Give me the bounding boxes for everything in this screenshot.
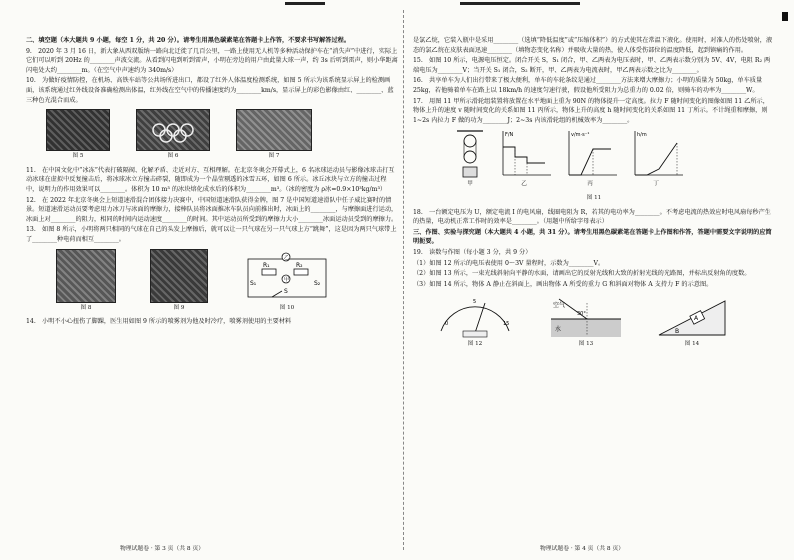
section-3-title: 三、作图、实验与探究题（本大题共 4 小题，共 31 分）。请考生用黑色碳素笔在答题卡上作图和作答，答题中需要文字说明的应简明扼要。	[413, 228, 772, 246]
figure-11-yi-label: 乙	[521, 181, 527, 188]
question-19: 19. 读数与作图（每小题 3 分，共 9 分）	[413, 248, 532, 256]
velocity-time-graph	[561, 129, 619, 179]
figure-11-jia	[453, 129, 487, 190]
figure-14-caption: 图 14	[684, 341, 700, 348]
pulley-system	[453, 129, 487, 179]
figure-11-ding	[627, 129, 685, 190]
question-19-1: （1）如图 12 所示的电压表使用 0～3V 量程时，示数为________V。	[413, 259, 605, 267]
figure-row-12-14	[433, 295, 775, 350]
question-11: 11. 在中国文化中“冰冻”代表打破隔阂、化解矛盾、走近对方、互相理解。在北京冬奥会开幕式上，6 名冰球运动员与影像冰球击打互动冰球在虚拟中反复撞击后，将冰球冰立方撞击碎裂，随即成为一个晶莹剔透的冰雪五环，如图 6 所示。冰丘冰块与立方的撞击过程中，说明力的作用效果可以________。体积为 10 m³ 的冰块熔化成水后的体积为________m³。（冰的密度为 ρ冰=0.9×10³kg/m³）	[26, 166, 395, 193]
question-19-2: （2）如图 13 所示，一束光线斜射向平静的水面，请画出它的反射光线和大致的折射光线的光路图，并标出反射角的度数。	[413, 270, 751, 278]
voltmeter-dial	[433, 295, 517, 339]
right-footer: 物理试题卷 · 第 4 页（共 8 页）	[540, 546, 625, 552]
figure-5	[46, 109, 110, 162]
figure-9-image	[150, 249, 208, 303]
figure-7-caption: 图 7	[268, 153, 280, 160]
figure-10	[242, 251, 332, 314]
figure-7-image	[236, 109, 312, 151]
svg-text:5: 5	[473, 299, 477, 306]
svg-text:S₂: S₂	[314, 279, 321, 287]
angle-label: 30°	[577, 311, 586, 318]
question-13: 13. 如图 8 所示，小明将两只相同的气球在自己的头发上摩擦后，就可以让一只气球在另一只气球上方“跳舞”，这是因为两只气球带上了________种电荷而相互________。	[26, 226, 397, 243]
svg-text:S: S	[284, 287, 288, 295]
block-a-label: A	[694, 315, 699, 323]
figure-11-yi	[495, 129, 553, 190]
incline-diagram	[655, 295, 729, 339]
figure-10-circuit	[242, 251, 332, 303]
svg-text:R₂: R₂	[296, 261, 303, 269]
svg-text:S₁: S₁	[250, 279, 257, 287]
figure-7	[236, 109, 312, 162]
question-16: 16. 共享单车为人们出行带来了极大便利，单车的车轮条纹是通过________方法来增大摩擦力；小明的质量为 50kg，单车质量 25kg，若他骑着单车在路上以 18km/h 的速度匀速行驶，假设他所受阻力为总重力的 0.02 倍，则骑车的功率为________W。	[413, 77, 763, 94]
figure-14	[655, 295, 729, 350]
figure-5-caption: 图 5	[72, 153, 84, 160]
question-14: 14. 小明不小心扭伤了脚踝，医生用如图 9 所示的喷雾剂为他及时冷疗，喷雾剂使用的主要材料	[26, 318, 292, 326]
svg-text:15: 15	[503, 321, 510, 328]
question-17: 17. 用图 11 甲所示滑轮组装置将放置在水平地面上重为 90N 的物体提升一定高度。拉力 F 随时间变化的图像如图 11 乙所示，物体上升的速度 v 随时间变化的关系如图 11 丙所示，物体上升的高度 h 随时间变化的关系如图 11 丁所示。不计绳重和摩擦，则 1~2s 内拉力 F 做的功为________J；2~3s 内该滑轮组的机械效率为________。	[413, 97, 769, 124]
figure-6	[136, 109, 210, 162]
corner-marker	[782, 12, 788, 21]
figure-11-row	[453, 129, 775, 190]
svg-text:甲: 甲	[284, 276, 290, 283]
svg-text:v/m·s⁻¹: v/m·s⁻¹	[571, 132, 590, 139]
figure-11-caption: 图 11	[586, 194, 602, 201]
left-footer: 物理试题卷 · 第 3 页（共 8 页）	[120, 546, 205, 552]
figure-8-caption: 图 8	[80, 304, 92, 311]
question-19-3: （3）如图 14 所示，物体 A 静止在斜面上，画出物体 A 所受的重力 G 和斜面对物体 A 支持力 F 的示意图。	[413, 280, 713, 288]
svg-text:乙: 乙	[284, 254, 290, 261]
svg-text:F/N: F/N	[505, 132, 514, 139]
figure-9	[150, 249, 208, 314]
figure-8-image	[56, 249, 116, 303]
section-title: 二、填空题（本大题共 9 小题，每空 1 分，共 20 分）。请考生用黑色碳素笔在答题卡上作答，不要求书写解答过程。	[26, 37, 351, 44]
air-label: 空气	[553, 302, 566, 310]
water-label: 水	[555, 326, 562, 334]
question-9: 9. 2020 年 3 月 16 日，新大象从西双版纳一路向北迁徙了几百公里，一路上使用无人机等多种活动保护车在“消失声”中进行，实际上它们可以听到 20Hz 的________声波交流。从看到闪电到听到雷声，小明在旁边的用户由此量大球一声，约 3s 后听到雷声，则小华距离闪电处大约________m。（在空气中声速约为 340m/s）	[26, 47, 398, 74]
top-bar-right	[460, 2, 580, 5]
question-18: 18. 一台额定电压为 U，额定电流 I 的电风扇，线圈电阻为 R，若其的电功率为________。不考虑电流的热效应时电风扇每秒产生的热量，电动机正常工作时的效率是________。（用题中所给字母表示）	[413, 208, 771, 226]
svg-text:h/m: h/m	[637, 132, 647, 139]
page-divider	[403, 10, 404, 550]
svg-text:0: 0	[445, 321, 449, 328]
figure-12	[433, 295, 517, 350]
figure-11-jia-label: 甲	[467, 181, 473, 188]
left-page	[26, 36, 398, 328]
question-10: 10. 为做好疫情防控，在机场、高铁车站等公共场所进出口，都设了红外人体温度检测系统，如图 5 所示为该系统显示屏上的检测画面，该系统通过红外线设备准确检测出体温，红外线在空气中的传播速度约为________km/s，显示屏上的彩色影像由红、________、蓝三种色光混合而成。	[26, 77, 394, 104]
point-b-label: B	[675, 328, 680, 336]
height-time-graph	[627, 129, 685, 179]
figure-11-bing-label: 丙	[587, 181, 593, 188]
water-surface-diagram	[547, 295, 625, 339]
question-15: 15. 如图 10 所示，电源电压恒定。闭合开关 S，S₁ 闭合，甲、乙两表为电压表时，甲、乙两表示数分别为 5V、4V，电阻 R₂ 两端电压为________V；当开关 S₁ 闭合，S₂ 断开，甲、乙两表为电流表时，甲乙两表示数之比为________。	[413, 57, 771, 74]
figure-9-caption: 图 9	[173, 304, 185, 311]
figure-8	[56, 249, 116, 314]
question-14-cont: 是氯乙烷，它装入瓶中是采用________（选填“降低温度”或“压缩体积”）的方式使其在常温下液化。使用时，对准人的伤处喷射，液态的氯乙烷在皮肤表面迅速________（填物态变化名称）并吸收大量的热，使人体受伤部位的温度降低，起到镇痛的作用。	[413, 37, 773, 54]
figure-11-ding-label: 丁	[653, 181, 659, 188]
right-page	[413, 36, 775, 354]
figure-11-bing	[561, 129, 619, 190]
figure-5-image	[46, 109, 110, 151]
figure-row-5-7	[46, 109, 398, 162]
svg-text:R₁: R₁	[263, 261, 270, 269]
top-bar-left	[285, 2, 325, 5]
figure-13	[547, 295, 625, 350]
figure-12-caption: 图 12	[467, 341, 483, 348]
figure-6-caption: 图 6	[167, 153, 179, 160]
question-12: 12. 在 2022 年北京冬奥会上短道速滑混合团体接力决赛中，中国短道速滑队获得金牌，图 7 是中国短道速滑队中任子威比赛时的情景。短道速滑运动员要考虑用力冰刀与冰面的摩擦力，接棒队员将冰面推冰车队员向前推出时，冰面上的________，与摩擦面进行运动，冰面上对________的阻力，相同的时间内运动速度________的时间。其中运动员所受到的摩擦力大小________冰面运动员受到的摩擦力。	[26, 196, 398, 223]
figure-row-8-10	[56, 249, 398, 314]
figure-13-caption: 图 13	[578, 341, 594, 348]
figure-6-image	[136, 109, 210, 151]
figure-10-caption: 图 10	[279, 304, 295, 311]
force-time-graph	[495, 129, 553, 179]
